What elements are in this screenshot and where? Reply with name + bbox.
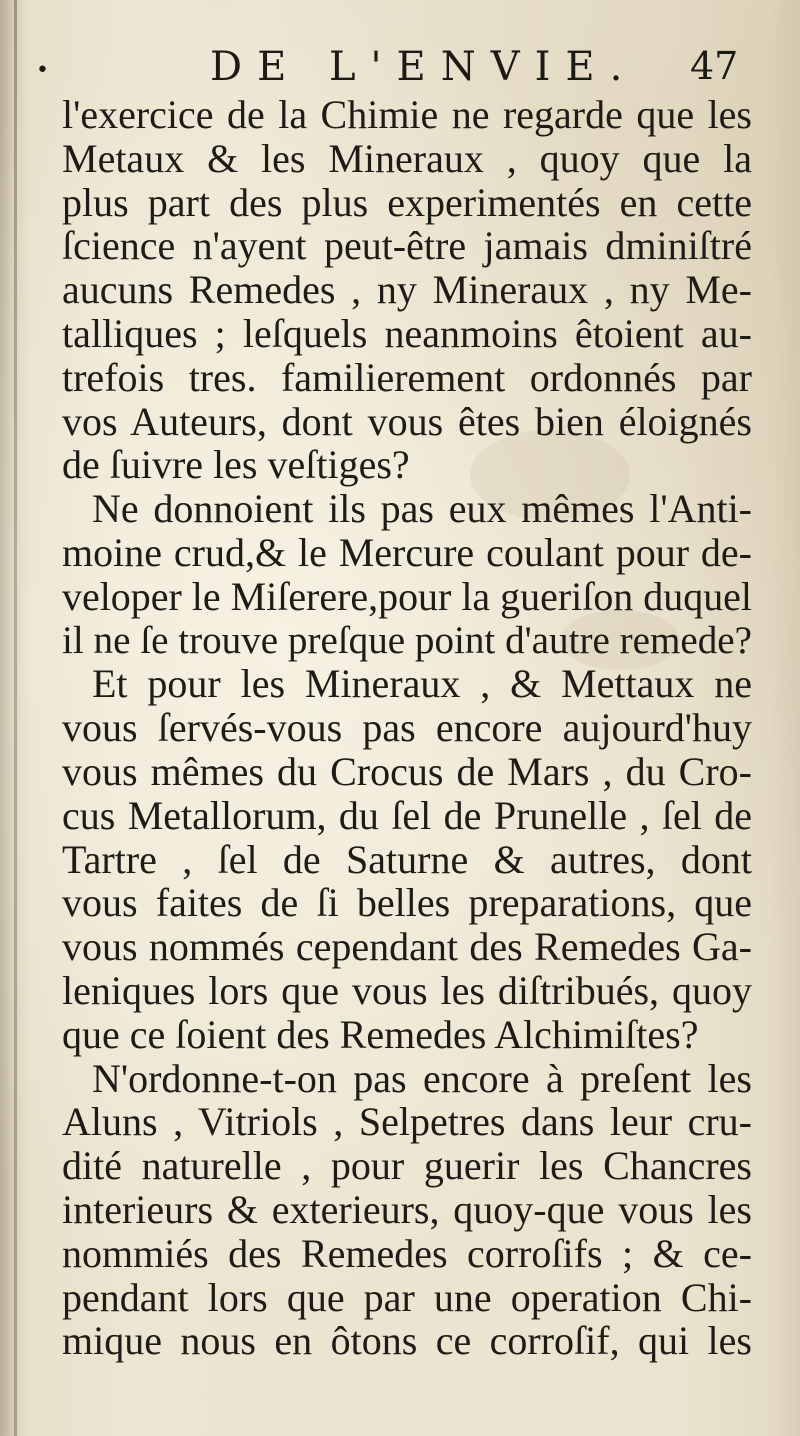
text-line: interieurs & exterieurs, quoy-que vous les <box>62 1186 752 1232</box>
header-mark: • <box>36 58 49 83</box>
text-line: que ce ſoient des Remedes Alchimiſtes? <box>62 1011 699 1057</box>
page-gutter <box>14 0 17 1436</box>
text-line: cus Metallorum, du ſel de Prunelle , ſel de <box>62 792 752 838</box>
text-line: trefois tres. familierement ordonnés par <box>62 354 752 400</box>
text-line: Tartre , ſel de Saturne & autres, dont <box>62 836 752 882</box>
text-line: vous nommés cependant des Remedes Ga- <box>62 924 752 970</box>
text-line: leniques lors que vous les diſtribués, quoy <box>62 967 752 1013</box>
text-line: mique nous en ôtons ce corroſif, qui les <box>62 1318 752 1364</box>
text-line: ſcience n'ayent peut-être jamais dminiſtré <box>62 223 752 269</box>
text-line: veloper le Miſerere,pour la gueriſon duquel <box>62 573 752 619</box>
text-line: dité naturelle , pour guerir les Chancres <box>62 1143 752 1189</box>
page-header <box>0 40 800 100</box>
page-number: 47 <box>690 44 739 88</box>
text-line: vous faites de ſi belles preparations, que <box>62 880 752 926</box>
text-line: il ne ſe trouve preſque point d'autre remede? <box>62 618 752 662</box>
text-line: Aluns , Vitriols , Selpetres dans leur cru- <box>62 1099 752 1145</box>
text-line: de ſuivre les veſtiges? <box>62 442 410 488</box>
paragraph-start-line: Et pour les Mineraux , & Mettaux ne <box>92 661 752 707</box>
text-line: Metaux & les Mineraux , quoy que la <box>62 135 752 181</box>
text-line: vous mêmes du Crocus de Mars , du Cro- <box>62 748 752 794</box>
text-line: pendant lors que par une operation Chi- <box>62 1274 752 1320</box>
paragraph-start-line: Ne donnoient ils pas eux mêmes l'Anti- <box>92 486 752 532</box>
text-line: moine crud,& le Mercure coulant pour de- <box>62 529 752 575</box>
text-line: vos Auteurs, dont vous êtes bien éloignés <box>62 398 752 444</box>
running-title: DE L'ENVIE. <box>210 44 638 90</box>
text-line: plus part des plus experimentés en cette <box>62 179 752 225</box>
text-line: aucuns Remedes , ny Mineraux , ny Me- <box>62 267 752 313</box>
text-line: vous ſervés-vous pas encore aujourd'huy <box>62 705 752 751</box>
text-line: nommiés des Remedes corroſifs ; & ce- <box>62 1230 752 1276</box>
paragraph-start-line: N'ordonne-t-on pas encore à preſent les <box>92 1055 752 1101</box>
text-line: talliques ; leſquels neanmoins êtoient au- <box>62 310 752 356</box>
text-line: l'exercice de la Chimie ne regarde que les <box>62 92 752 137</box>
body-text <box>62 93 752 1363</box>
